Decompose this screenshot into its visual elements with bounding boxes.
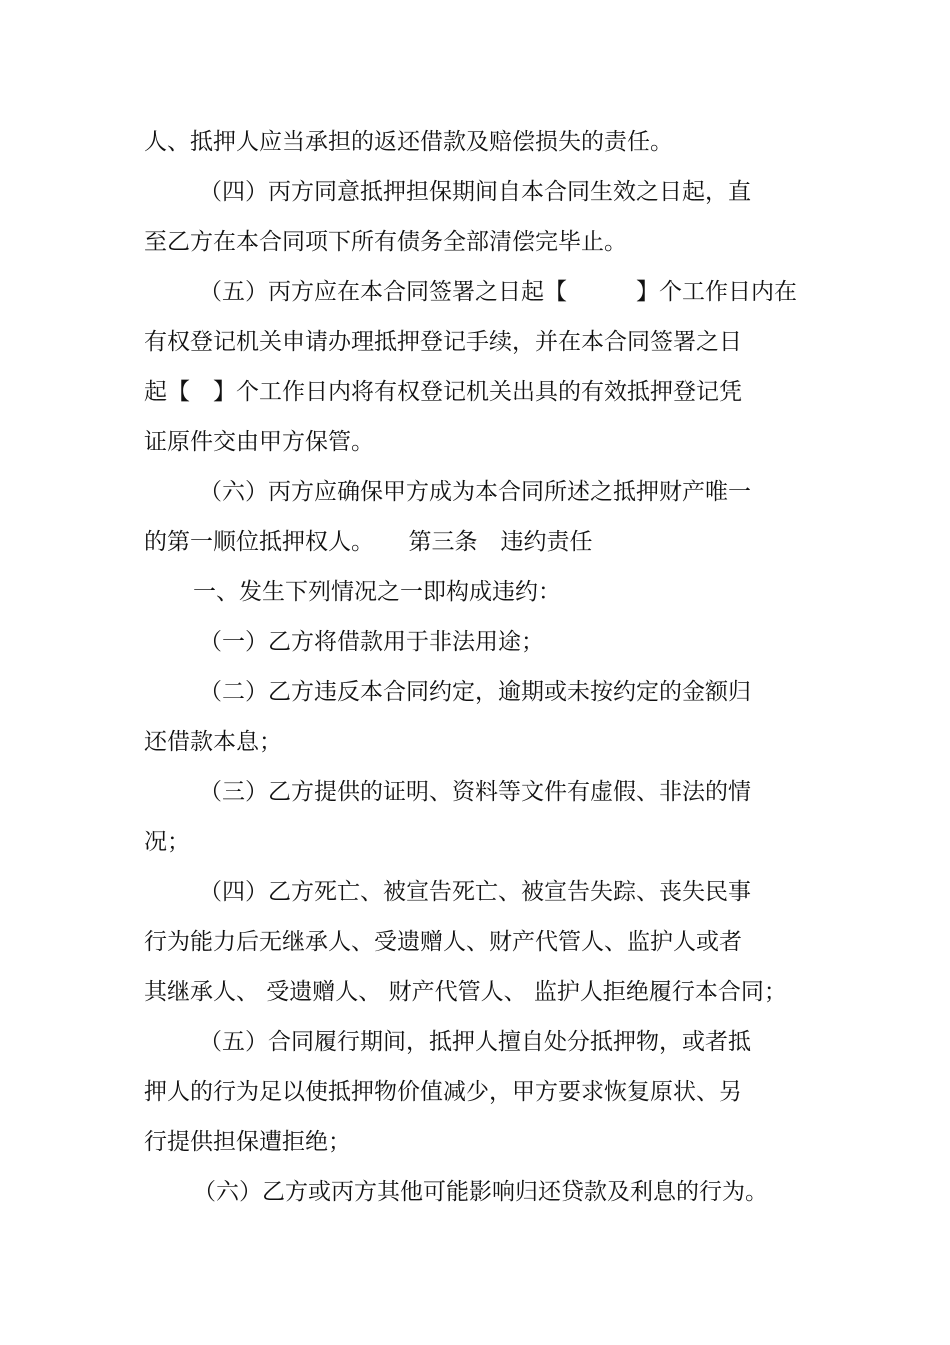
text-line-2: （四）丙方同意抵押担保期间自本合同生效之日起，直 [199, 179, 751, 205]
text-line-18: 其继承人、 受遗赠人、 财产代管人、 监护人拒绝履行本合同； [144, 979, 787, 1005]
text-line-16: （四）乙方死亡、被宣告死亡、被宣告失踪、丧失民事 [199, 879, 751, 905]
text-line-20: 押人的行为足以使抵押物价值减少，甲方要求恢复原状、另 [144, 1079, 742, 1105]
text-line-5: 有权登记机关申请办理抵押登记手续，并在本合同签署之日 [144, 329, 742, 355]
text-line-13: 还借款本息； [144, 729, 282, 755]
text-line-7: 证原件交由甲方保管。 [144, 429, 374, 455]
text-line-1: 人、抵押人应当承担的返还借款及赔偿损失的责任。 [144, 129, 673, 155]
text-line-11: （一）乙方将借款用于非法用途； [199, 629, 544, 655]
text-line-22: （六）乙方或丙方其他可能影响归还贷款及利息的行为。 [193, 1179, 768, 1205]
text-line-12: （二）乙方违反本合同约定，逾期或未按约定的金额归 [199, 679, 751, 705]
text-line-14: （三）乙方提供的证明、资料等文件有虚假、非法的情 [199, 779, 751, 805]
text-line-15: 况； [144, 829, 190, 855]
text-line-21: 行提供担保遭拒绝； [144, 1129, 351, 1155]
text-line-10: 一、发生下列情况之一即构成违约： [193, 579, 561, 605]
text-line-6: 起【 】个工作日内将有权登记机关出具的有效抵押登记凭 [144, 379, 742, 405]
text-line-3: 至乙方在本合同项下所有债务全部清偿完毕止。 [144, 229, 627, 255]
text-line-9: 的第一顺位抵押权人。 第三条 违约责任 [144, 529, 593, 555]
text-line-19: （五）合同履行期间，抵押人擅自处分抵押物，或者抵 [199, 1029, 751, 1055]
text-line-17: 行为能力后无继承人、受遗赠人、财产代管人、监护人或者 [144, 929, 742, 955]
text-line-8: （六）丙方应确保甲方成为本合同所述之抵押财产唯一 [199, 479, 751, 505]
text-line-4: （五）丙方应在本合同签署之日起【 】个工作日内在 [199, 279, 797, 305]
